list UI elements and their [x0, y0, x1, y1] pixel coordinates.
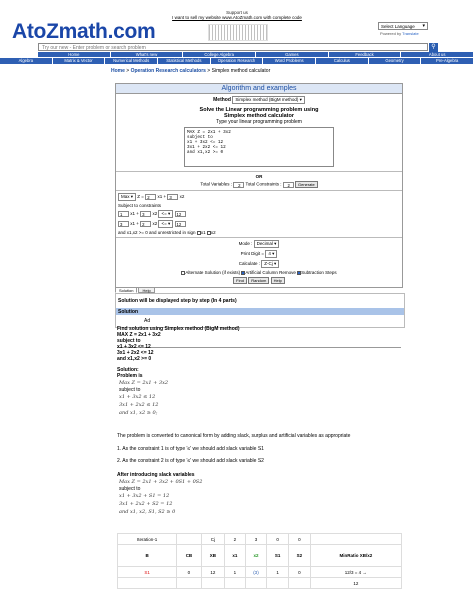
after-slack	[117, 472, 202, 516]
calculator-panel	[115, 83, 403, 288]
tab-help[interactable]: Help	[138, 287, 154, 293]
problem-line: 3x1 + 2x2 ≤ 12	[119, 402, 159, 408]
breadcrumb-page: > Simplex method calculator	[205, 68, 271, 74]
chevron-down-icon: ▾	[422, 23, 425, 29]
algorithm-link[interactable]: Algorithm and examples	[116, 84, 402, 94]
solution-label: Solution:	[117, 367, 139, 373]
help-button[interactable]: Help	[271, 277, 285, 284]
slack-step-2: 2. As the constraint 2 is of type '≤' we should add slack variable S2	[117, 458, 264, 464]
table-cell	[267, 578, 289, 589]
constraint-coef-1[interactable]: 1	[118, 211, 129, 217]
method-label: Method	[213, 97, 231, 103]
canonical-note: The problem is converted to canonical form by adding slack, surplus and artificial variables as appropriate	[117, 433, 351, 439]
support-box	[172, 10, 302, 20]
table-cell: x1	[225, 545, 245, 567]
calculate-row	[116, 260, 402, 268]
objective-row	[118, 193, 400, 201]
find-line: Find solution using Simplex method (BigM method)	[117, 326, 240, 332]
nav-item[interactable]: Statistical Methods	[158, 58, 211, 64]
total-cons-label: Total Constraints :	[245, 181, 282, 187]
after-line: 3x1 + 2x2 + S2 = 12	[119, 501, 173, 507]
digit-label: Print Digit =	[240, 251, 265, 256]
table-cell: 1	[267, 567, 289, 578]
after-line: x1 + 3x2 + S1 = 12	[119, 493, 170, 499]
problem-line: Max Z = 2x1 + 3x2	[119, 380, 169, 386]
subtraction-steps-label: Subtraction Steps	[301, 270, 337, 275]
constraint-operator-select[interactable]: <= ▾	[158, 210, 173, 218]
nav-top-item[interactable]: Home	[38, 52, 111, 57]
table-row	[118, 534, 402, 545]
table-cell: CB	[177, 545, 201, 567]
mode-select[interactable]: Decimal ▾	[254, 240, 280, 248]
random-button[interactable]: Random	[248, 277, 269, 284]
table-cell: 2	[225, 534, 245, 545]
or-label	[116, 174, 402, 179]
table-cell: XB	[201, 545, 225, 567]
nav-item[interactable]: Numerical Methods	[105, 58, 158, 64]
powered-by	[380, 31, 419, 36]
constraint-operator: <=	[161, 221, 167, 226]
table-cell: MinRatio XB/x2	[310, 545, 401, 567]
site-logo[interactable]: AtoZmath.com	[12, 20, 156, 43]
solution-bar: Solution	[116, 308, 404, 315]
iteration-table	[117, 533, 402, 589]
translate-link[interactable]: Translate	[402, 31, 419, 36]
language-select-label: Select Language	[381, 24, 415, 29]
total-cons-input[interactable]: 2	[283, 182, 294, 188]
find-button[interactable]: Find	[233, 277, 247, 284]
breadcrumb-section[interactable]: Operation Research calculators	[130, 68, 206, 74]
z-label: Z =	[137, 194, 144, 199]
constraint-operator-select[interactable]: <= ▾	[158, 220, 173, 228]
problem-line: and x1, x2 ≥ 0;	[119, 410, 158, 416]
solution-heading	[117, 367, 168, 417]
table-cell: 12	[310, 578, 401, 589]
table-cell	[118, 578, 177, 589]
size-row	[116, 181, 402, 188]
table-cell: x2	[245, 545, 267, 567]
constraint-row	[118, 220, 400, 228]
nav-item[interactable]: Matrix & Vector	[53, 58, 106, 64]
after-line: subject to	[119, 486, 141, 492]
table-row	[118, 567, 402, 578]
find-line: x1 + 3x2 <= 12	[117, 344, 151, 350]
constraint-row	[118, 210, 400, 218]
find-line: MAX Z = 2x1 + 3x2	[117, 332, 161, 338]
table-cell: Cj	[201, 534, 225, 545]
table-cell	[289, 578, 311, 589]
constraint-operator: <=	[161, 211, 167, 216]
support-title: Support us	[226, 10, 248, 15]
unrestricted-x1-label: x1	[200, 230, 206, 235]
problem-line: x1 + 3x2 ≤ 12	[119, 394, 156, 400]
table-cell: 12	[201, 567, 225, 578]
unrestricted-x2-label: x2	[210, 230, 216, 235]
table-cell: S1	[118, 567, 177, 578]
constraint-coef-2[interactable]: 2	[140, 221, 151, 227]
main-nav	[0, 58, 474, 64]
nonneg-label: and x1,x2 >= 0 and unrestricted in sign	[118, 230, 196, 235]
find-line: subject to	[117, 338, 141, 344]
breadcrumb-sep: >	[124, 68, 131, 74]
nav-top-item[interactable]: College Algebra	[183, 52, 256, 57]
slack-step-1: 1. As the constraint 1 is of type '≤' we should add slack variable S1	[117, 446, 264, 452]
objective-select[interactable]: Max ▾	[118, 193, 136, 201]
table-cell	[225, 578, 245, 589]
search-icon: ⚲	[431, 44, 436, 50]
calc-title-2: Simplex method calculator	[224, 113, 294, 119]
artificial-remove-label: Artificial Column Remove	[245, 270, 296, 275]
calculate-label: Calculate :	[238, 261, 260, 266]
nav-item[interactable]: Pre-Algebra	[421, 58, 474, 64]
method-row	[116, 96, 402, 104]
support-image	[208, 24, 268, 41]
table-row	[118, 578, 402, 589]
language-select[interactable]	[378, 22, 428, 30]
search-button[interactable]	[429, 43, 438, 52]
table-cell	[245, 578, 267, 589]
constraint-rhs[interactable]: 12	[175, 211, 186, 217]
digit-row	[116, 250, 402, 258]
nav-item[interactable]: Calculus	[316, 58, 369, 64]
after-line: Max Z = 2x1 + 3x2 + 0S1 + 0S2	[119, 479, 203, 485]
find-line: and x1,x2 >= 0	[117, 356, 152, 362]
generate-button[interactable]: Generate	[295, 181, 318, 188]
nav-top-item[interactable]: Feedback	[329, 52, 402, 57]
total-vars-label: Total Variables :	[200, 181, 232, 187]
table-row	[118, 545, 402, 567]
alternate-solution-label: Alternate Solution (if exists)	[185, 270, 241, 275]
constraint-coef-2[interactable]: 3	[140, 211, 151, 217]
search-input[interactable]: Try our new - Enter problem or search problem	[38, 43, 428, 51]
digit-select[interactable]: 4 ▾	[265, 250, 277, 258]
table-cell: S2	[289, 545, 311, 567]
table-cell	[177, 534, 201, 545]
obj-var-1: x1 +	[157, 194, 167, 199]
objective-value: Max	[121, 194, 130, 199]
mode-label: Mode :	[238, 241, 253, 246]
table-cell: (3)	[245, 567, 267, 578]
nav-item[interactable]: Geometry	[369, 58, 422, 64]
tab-solution[interactable]: Solution	[115, 287, 137, 293]
find-block	[117, 326, 240, 362]
problem-is-label: Problem is	[117, 373, 143, 379]
constraint-coef-1[interactable]: 3	[118, 221, 129, 227]
table-cell	[177, 578, 201, 589]
options-row	[116, 270, 402, 275]
nonneg-row	[118, 230, 400, 235]
find-line: 3x1 + 2x2 <= 12	[117, 350, 154, 356]
problem-textarea[interactable]: MAX Z = 2x1 + 3x2 subject to x1 + 3x2 <= 12 3x1 + 2x2 <= 12 and x1,x2 >= 0	[184, 127, 334, 167]
calculate-select[interactable]: Z-Cj ▾	[261, 260, 279, 268]
breadcrumb-home[interactable]: Home	[111, 68, 125, 74]
solution-message: Solution will be displayed step by step (In 4 parts)	[118, 298, 237, 304]
ad-label: Ad	[144, 318, 151, 324]
solution-panel	[115, 293, 405, 328]
after-slack-label: After introducing slack variables	[117, 472, 195, 478]
table-cell: 0	[177, 567, 201, 578]
constraint-rhs[interactable]: 12	[175, 221, 186, 227]
table-cell: 12/3 = 4 →	[310, 567, 401, 578]
table-cell: Iteration-1	[118, 534, 177, 545]
total-vars-input[interactable]: 2	[233, 182, 244, 188]
table-cell	[201, 578, 225, 589]
nav-top-item[interactable]: About us	[401, 52, 474, 57]
obj-coef-1[interactable]: 2	[145, 194, 156, 200]
nav-top-item[interactable]: What's new	[111, 52, 184, 57]
constraint-var-2: x2	[152, 221, 158, 226]
support-link[interactable]: I want to sell my website www.AtoZmath.com with complete code	[172, 15, 302, 20]
textarea-label: Type your linear programming problem	[216, 119, 302, 125]
table-cell: 0	[289, 534, 311, 545]
breadcrumb	[111, 68, 405, 74]
top-nav	[0, 52, 474, 57]
table-cell: 0	[289, 567, 311, 578]
table-cell: 1	[225, 567, 245, 578]
table-cell: 3	[245, 534, 267, 545]
nav-top-item[interactable]: Games	[256, 52, 329, 57]
powered-by-label: Powered by	[380, 31, 402, 36]
table-cell: 0	[267, 534, 289, 545]
constraint-var-1: x1 +	[130, 221, 139, 226]
mode-value: Decimal	[256, 241, 273, 246]
constraint-var-2: x2	[152, 211, 158, 216]
calculate-value: Z-Cj	[264, 261, 273, 266]
nav-item[interactable]: Word Problems	[263, 58, 316, 64]
calc-title-1: Solve the Linear programming problem using	[199, 107, 319, 113]
nav-item[interactable]: Algebra	[0, 58, 53, 64]
constraint-var-1: x1 +	[130, 211, 139, 216]
action-buttons	[116, 277, 402, 284]
digit-value: 4	[268, 251, 271, 256]
after-line: and x1, x2, S1, S2 ≥ 0	[119, 509, 176, 515]
mode-row	[116, 240, 402, 248]
table-cell: B	[118, 545, 177, 567]
problem-line: subject to	[119, 387, 141, 393]
subject-to-label: Subject to constraints	[118, 203, 162, 208]
table-cell	[310, 534, 401, 545]
obj-var-2: x2	[179, 194, 185, 199]
table-cell: S1	[267, 545, 289, 567]
or-text: OR	[255, 174, 263, 179]
method-select[interactable]: Simplex method (BigM method) ▾	[232, 96, 305, 104]
nav-item[interactable]: Operation Research	[211, 58, 264, 64]
obj-coef-2[interactable]: 3	[167, 194, 178, 200]
method-value: Simplex method (BigM method)	[235, 97, 299, 102]
